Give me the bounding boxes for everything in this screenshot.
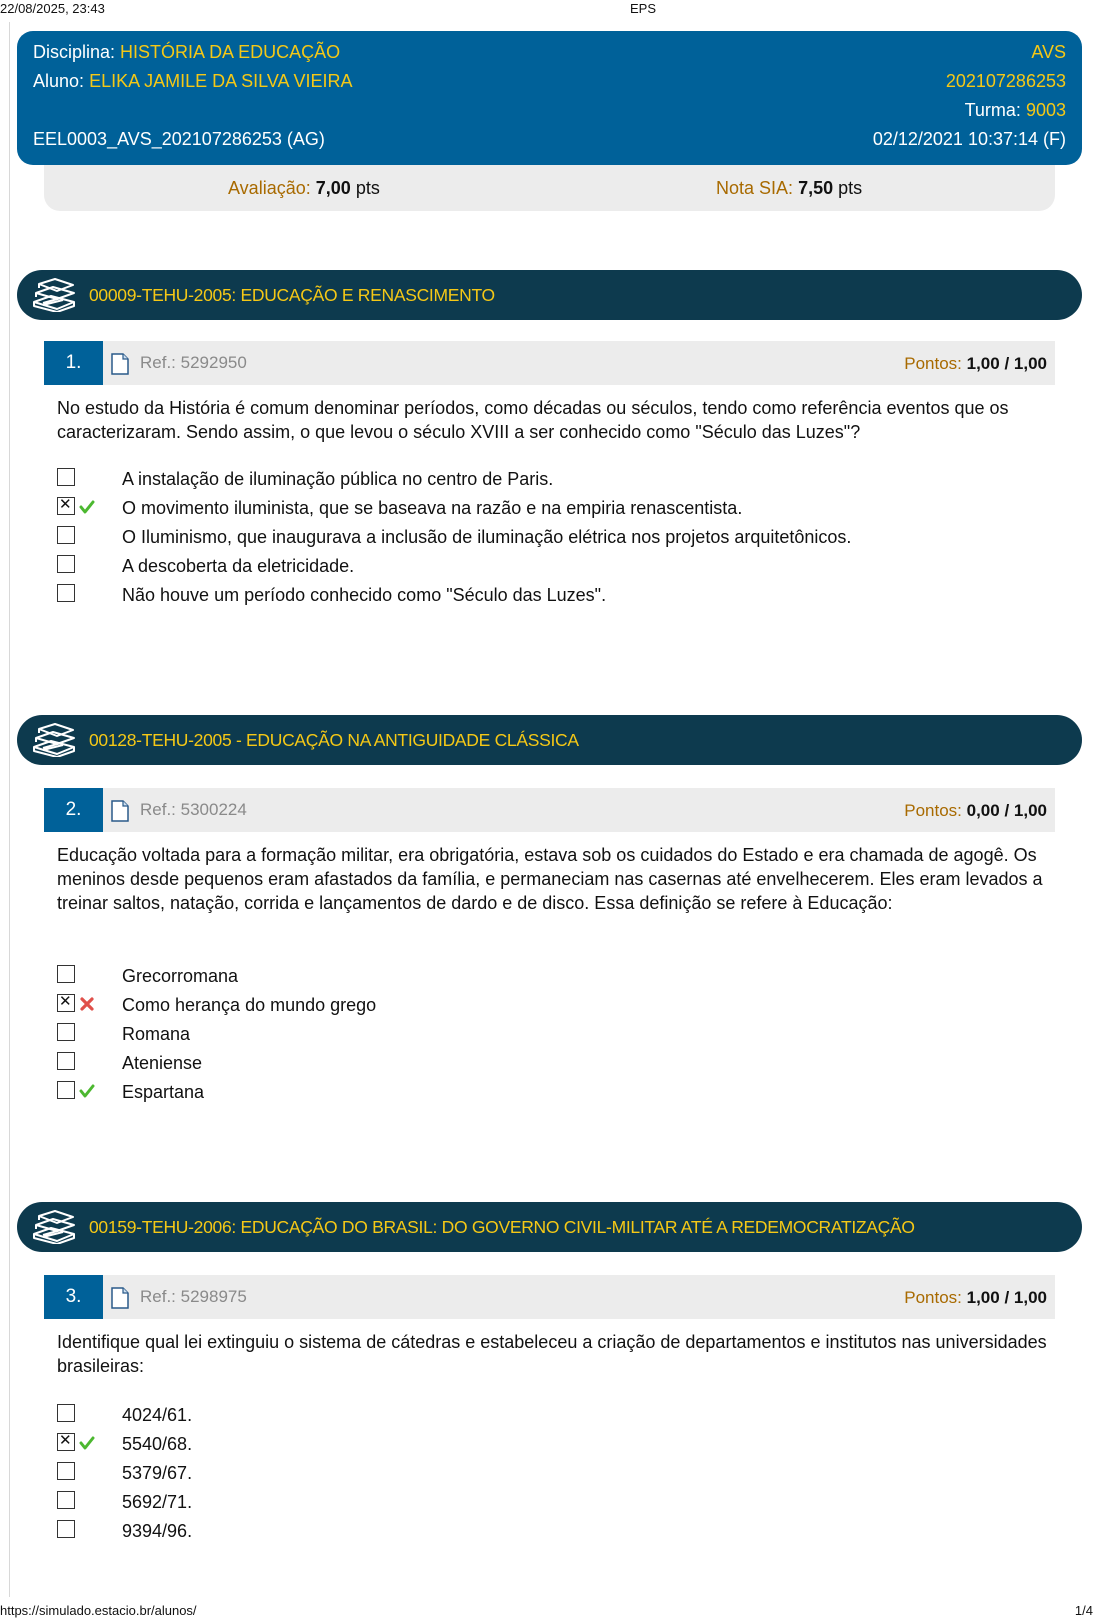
option-checkbox[interactable]: [57, 994, 75, 1012]
question-points: [904, 1288, 1047, 1308]
document-icon: [111, 1287, 129, 1309]
points-score: 0,00: [966, 801, 1000, 820]
question-number: 3.: [44, 1275, 103, 1319]
points-label: Pontos:: [904, 1288, 962, 1307]
option-text: O movimento iluminista, que se baseava na razão e na empiria renascentista.: [122, 498, 743, 518]
exam-datetime: 02/12/2021 10:37:14 (F): [872, 129, 1066, 149]
points-score: 1,00: [966, 1288, 1000, 1307]
aluno-label: Aluno:: [33, 71, 85, 91]
question-number: 2.: [44, 788, 103, 832]
points-total: / 1,00: [1004, 801, 1047, 820]
avaliacao-value: 7,00: [315, 178, 351, 198]
option-checkbox[interactable]: [57, 1491, 75, 1509]
question-header: [44, 1275, 1055, 1319]
points-label: Pontos:: [904, 354, 962, 373]
exam-code: EEL0003_AVS_202107286253 (AG): [33, 129, 325, 149]
exam-header: [17, 31, 1082, 165]
option-checkbox[interactable]: [57, 1081, 75, 1099]
section-header: [17, 270, 1082, 320]
turma-label: Turma:: [964, 100, 1021, 120]
cross-icon: [79, 996, 95, 1012]
points-total: / 1,00: [1004, 354, 1047, 373]
option-checkbox[interactable]: [57, 584, 75, 602]
option-checkbox[interactable]: [57, 1433, 75, 1451]
option-checkbox[interactable]: [57, 468, 75, 486]
document-icon: [111, 353, 129, 375]
turma-value: 9003: [1025, 100, 1066, 120]
section-title: 00159-TEHU-2006: EDUCAÇÃO DO BRASIL: DO GOVERNO CIVIL-MILITAR ATÉ A REDEMOCRATIZAÇÃO: [89, 1217, 915, 1237]
option-text: O Iluminismo, que inaugurava a inclusão de iluminação elétrica nos projetos arquitetônicos.: [122, 527, 852, 547]
question-ref: Ref.: 5300224: [140, 800, 247, 819]
aluno-value: ELIKA JAMILE DA SILVA VIEIRA: [89, 71, 353, 91]
question-ref: Ref.: 5298975: [140, 1287, 247, 1306]
question-header: [44, 341, 1055, 385]
print-url: https://simulado.estacio.br/alunos/: [0, 1603, 197, 1618]
option-text: A instalação de iluminação pública no centro de Paris.: [122, 469, 554, 489]
print-page: 1/4: [1074, 1603, 1093, 1618]
print-header: [0, 0, 1097, 20]
avaliacao-unit: pts: [355, 178, 380, 198]
check-icon: [79, 499, 95, 515]
frame-border: [9, 22, 10, 1597]
option-text: A descoberta da eletricidade.: [122, 556, 355, 576]
document-icon: [111, 800, 129, 822]
option-text: Espartana: [122, 1082, 205, 1102]
option-text: Romana: [122, 1024, 191, 1044]
section-header: [17, 715, 1082, 765]
option-checkbox[interactable]: [57, 497, 75, 515]
option-text: 9394/96.: [122, 1521, 193, 1541]
option-checkbox[interactable]: [57, 1520, 75, 1538]
section-header: [17, 1202, 1082, 1252]
disciplina-label: Disciplina:: [33, 42, 116, 62]
books-icon: [31, 278, 77, 312]
option-checkbox[interactable]: [57, 1462, 75, 1480]
option-checkbox[interactable]: [57, 526, 75, 544]
section-title: 00009-TEHU-2005: EDUCAÇÃO E RENASCIMENTO: [89, 285, 495, 305]
points-label: Pontos:: [904, 801, 962, 820]
print-footer: [0, 1603, 1097, 1621]
option-checkbox[interactable]: [57, 965, 75, 983]
print-date: 22/08/2025, 23:43: [0, 1, 105, 16]
points-total: / 1,00: [1004, 1288, 1047, 1307]
grade-summary: [44, 165, 1055, 211]
books-icon: [31, 723, 77, 757]
option-text: Ateniense: [122, 1053, 203, 1073]
print-title: EPS: [630, 1, 657, 16]
check-icon: [79, 1083, 95, 1099]
points-score: 1,00: [966, 354, 1000, 373]
nota-label: Nota SIA:: [716, 178, 794, 198]
check-icon: [79, 1435, 95, 1451]
question-number: 1.: [44, 341, 103, 385]
books-icon: [31, 1210, 77, 1244]
nota-value: 7,50: [798, 178, 834, 198]
question-ref: Ref.: 5292950: [140, 353, 247, 372]
option-text: 5540/68.: [122, 1434, 193, 1454]
option-text: Grecorromana: [122, 966, 239, 986]
question-points: [904, 801, 1047, 821]
question-text: Educação voltada para a formação militar, era obrigatória, estava sob os cuidados do Estado e era chamada de agogê. Os meninos desde pequenos eram afastados da família, e permaneciam nas casernas até envelhecerem. Eles eram levados a treinar saltos, natação, corrida e lançamentos de dardo e de disco. Essa definição se refere à Educação:: [57, 845, 1043, 913]
option-text: Como herança do mundo grego: [122, 995, 377, 1015]
section-title: 00128-TEHU-2005 - EDUCAÇÃO NA ANTIGUIDADE CLÁSSICA: [89, 730, 579, 750]
matricula: 202107286253: [945, 71, 1066, 91]
exam-type: AVS: [1031, 42, 1066, 62]
option-checkbox[interactable]: [57, 1404, 75, 1422]
question-points: [904, 354, 1047, 374]
question-text: Identifique qual lei extinguiu o sistema de cátedras e estabeleceu a criação de departamentos e institutos nas universidades brasileiras:: [57, 1332, 1047, 1376]
question-header: [44, 788, 1055, 832]
question-text: No estudo da História é comum denominar períodos, como décadas ou séculos, tendo como referência eventos que os caracterizaram. Sendo assim, o que levou o século XVIII a ser conhecido como "Século das Luzes"?: [57, 398, 1009, 442]
option-checkbox[interactable]: [57, 1052, 75, 1070]
option-text: 5692/71.: [122, 1492, 193, 1512]
option-checkbox[interactable]: [57, 555, 75, 573]
option-checkbox[interactable]: [57, 1023, 75, 1041]
option-text: Não houve um período conhecido como "Século das Luzes".: [122, 585, 607, 605]
disciplina-value: HISTÓRIA DA EDUCAÇÃO: [120, 42, 341, 62]
nota-unit: pts: [838, 178, 863, 198]
option-text: 4024/61.: [122, 1405, 193, 1425]
avaliacao-label: Avaliação:: [228, 178, 311, 198]
option-text: 5379/67.: [122, 1463, 193, 1483]
